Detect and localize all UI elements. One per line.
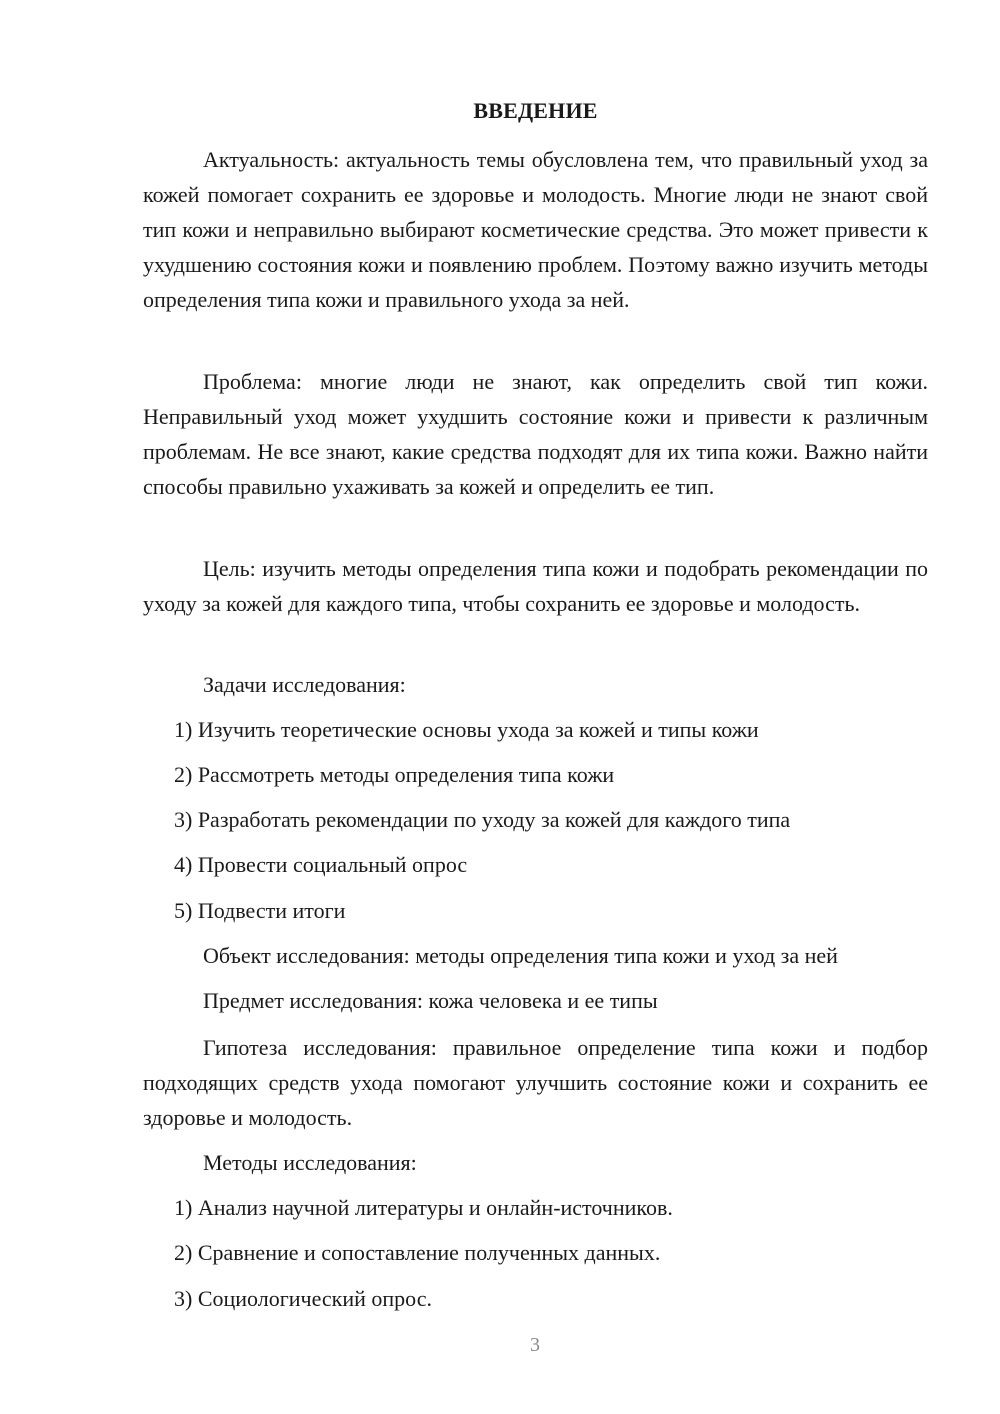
task-item-1: 1) Изучить теоретические основы ухода за кожей и типы кожи (174, 717, 759, 742)
task-item-5: 5) Подвести итоги (174, 898, 346, 923)
problem-paragraph: Проблема: многие люди не знают, как определить свой тип кожи. Неправильный уход может ухудшить состояние кожи и привести к различным проблемам. Не все знают, какие средства подходят для их типа кожи. Важно найти способы правильно ухаживать за кожей и определить ее тип. (143, 369, 928, 499)
methods-heading: Методы исследования: (203, 1150, 417, 1175)
relevance-paragraph: Актуальность: актуальность темы обусловлена тем, что правильный уход за кожей помогает сохранить ее здоровье и молодость. Многие люди не знают свой тип кожи и неправильно выбирают косметические средства. Это может привести к ухудшению состояния кожи и появлению проблем. Поэтому важно изучить методы определения типа кожи и правильного ухода за ней. (143, 147, 928, 312)
hypothesis-paragraph: Гипотеза исследования: правильное определение типа кожи и подбор подходящих средств ухода помогают улучшить состояние кожи и сохранить ее здоровье и молодость. (143, 1035, 928, 1130)
method-item-2: 2) Сравнение и сопоставление полученных данных. (174, 1240, 661, 1265)
method-item-1: 1) Анализ научной литературы и онлайн-источников. (174, 1195, 673, 1220)
research-object: Объект исследования: методы определения типа кожи и уход за ней (203, 943, 838, 968)
page-title: ВВЕДЕНИЕ (473, 98, 598, 123)
goal-paragraph: Цель: изучить методы определения типа кожи и подобрать рекомендации по уходу за кожей для каждого типа, чтобы сохранить ее здоровье и молодость. (143, 556, 928, 616)
research-subject: Предмет исследования: кожа человека и ее типы (203, 988, 658, 1013)
task-item-3: 3) Разработать рекомендации по уходу за кожей для каждого типа (174, 807, 791, 832)
task-item-4: 4) Провести социальный опрос (174, 852, 468, 877)
task-item-2: 2) Рассмотреть методы определения типа кожи (174, 762, 615, 787)
tasks-heading: Задачи исследования: (203, 672, 406, 697)
page-number: 3 (530, 1334, 540, 1356)
method-item-3: 3) Социологический опрос. (174, 1286, 432, 1311)
